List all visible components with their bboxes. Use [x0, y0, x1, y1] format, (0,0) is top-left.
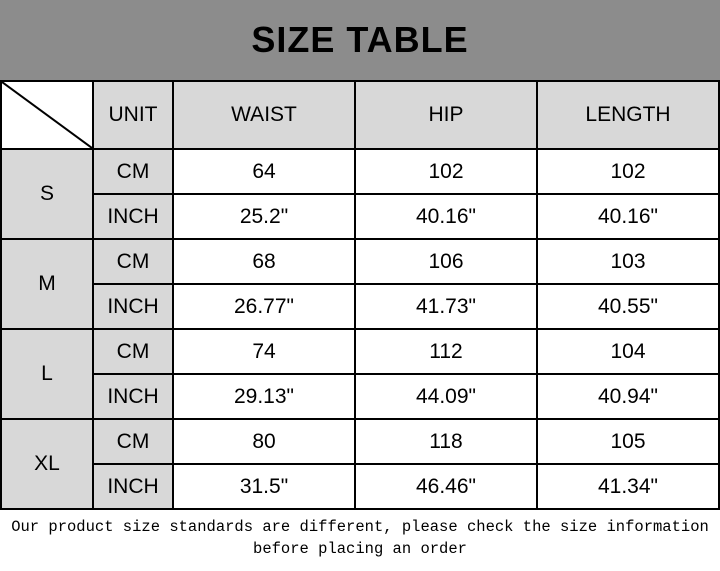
size-label-s: S	[1, 149, 93, 239]
size-label-m: M	[1, 239, 93, 329]
value-length-cm: 104	[537, 329, 719, 374]
page-title: SIZE TABLE	[251, 19, 469, 60]
value-length-inch: 40.55"	[537, 284, 719, 329]
diagonal-slash-icon	[2, 82, 92, 148]
value-hip-cm: 102	[355, 149, 537, 194]
value-length-cm: 103	[537, 239, 719, 284]
unit-cm: CM	[93, 149, 173, 194]
header-unit: UNIT	[93, 81, 173, 149]
table-row	[1, 419, 719, 464]
value-waist-cm: 74	[173, 329, 355, 374]
value-length-inch: 41.34"	[537, 464, 719, 509]
unit-inch: INCH	[93, 464, 173, 509]
unit-cm: CM	[93, 239, 173, 284]
value-length-inch: 40.16"	[537, 194, 719, 239]
size-label-l: L	[1, 329, 93, 419]
value-waist-inch: 26.77"	[173, 284, 355, 329]
value-hip-cm: 112	[355, 329, 537, 374]
table-row	[1, 149, 719, 194]
value-hip-inch: 41.73"	[355, 284, 537, 329]
table-row	[1, 284, 719, 329]
table-row	[1, 194, 719, 239]
value-waist-cm: 64	[173, 149, 355, 194]
corner-cell	[1, 81, 93, 149]
header-hip: HIP	[355, 81, 537, 149]
title-bar	[0, 0, 720, 80]
value-waist-inch: 29.13"	[173, 374, 355, 419]
table-header-row	[1, 81, 719, 149]
size-label-xl: XL	[1, 419, 93, 509]
size-table	[0, 80, 720, 510]
value-hip-cm: 118	[355, 419, 537, 464]
footer-note-line-2: before placing an order	[253, 540, 467, 559]
value-length-inch: 40.94"	[537, 374, 719, 419]
value-hip-inch: 46.46"	[355, 464, 537, 509]
table-row	[1, 239, 719, 284]
footer-note-line-1: Our product size standards are different, please check the size information	[11, 518, 709, 536]
footer-note	[0, 510, 720, 571]
unit-cm: CM	[93, 329, 173, 374]
unit-cm: CM	[93, 419, 173, 464]
header-waist: WAIST	[173, 81, 355, 149]
table-row	[1, 464, 719, 509]
value-waist-cm: 80	[173, 419, 355, 464]
unit-inch: INCH	[93, 194, 173, 239]
value-waist-inch: 25.2"	[173, 194, 355, 239]
value-hip-inch: 40.16"	[355, 194, 537, 239]
value-waist-inch: 31.5"	[173, 464, 355, 509]
header-length: LENGTH	[537, 81, 719, 149]
table-row	[1, 374, 719, 419]
table-row	[1, 329, 719, 374]
value-length-cm: 105	[537, 419, 719, 464]
value-waist-cm: 68	[173, 239, 355, 284]
unit-inch: INCH	[93, 284, 173, 329]
unit-inch: INCH	[93, 374, 173, 419]
value-hip-cm: 106	[355, 239, 537, 284]
value-length-cm: 102	[537, 149, 719, 194]
value-hip-inch: 44.09"	[355, 374, 537, 419]
